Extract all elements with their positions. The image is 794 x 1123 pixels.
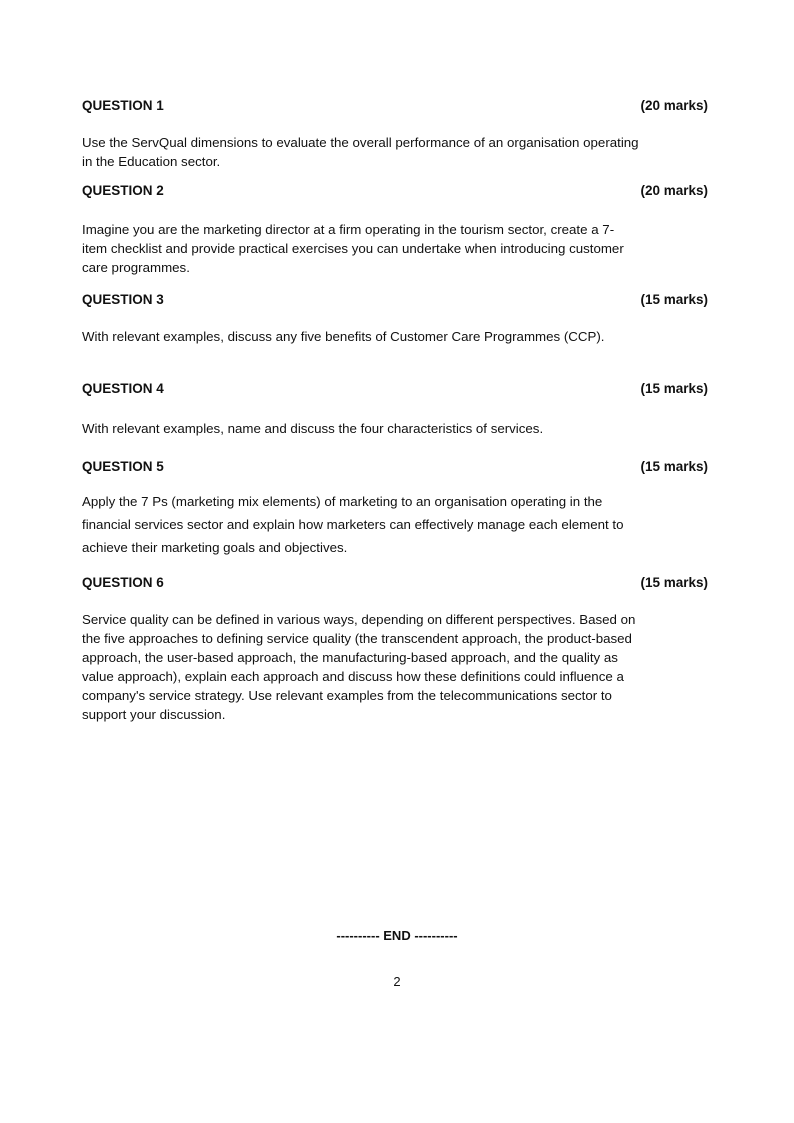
question-text: item checklist and provide practical exercises you can undertake when introducing customer	[82, 241, 624, 256]
question-marks: (15 marks)	[640, 459, 708, 474]
question-text: care programmes.	[82, 260, 190, 275]
question-marks: (15 marks)	[640, 381, 708, 396]
question-text: Apply the 7 Ps (marketing mix elements) of marketing to an organisation operating in the	[82, 494, 603, 509]
question-text: With relevant examples, name and discuss the four characteristics of services.	[82, 421, 544, 436]
question-title: QUESTION 2	[82, 183, 164, 198]
question-text: approach, the user-based approach, the manufacturing-based approach, and the quality as	[82, 650, 618, 665]
question-text: the five approaches to defining service quality (the transcendent approach, the product-based	[82, 631, 632, 646]
question-marks: (20 marks)	[640, 98, 708, 113]
question-title: QUESTION 5	[82, 459, 164, 474]
question-text: With relevant examples, discuss any five benefits of Customer Care Programmes (CCP).	[82, 329, 605, 344]
question-marks: (15 marks)	[640, 292, 708, 307]
question-title: QUESTION 6	[82, 575, 164, 590]
question-text: Imagine you are the marketing director at a firm operating in the tourism sector, create a 7-	[82, 222, 615, 237]
question-marks: (15 marks)	[640, 575, 708, 590]
question-text: Use the ServQual dimensions to evaluate the overall performance of an organisation operating	[82, 135, 639, 150]
question-text: value approach), explain each approach and discuss how these definitions could influence a	[82, 669, 624, 684]
question-title: QUESTION 1	[82, 98, 164, 113]
question-text: financial services sector and explain how marketers can effectively manage each element to	[82, 517, 624, 532]
question-text: company's service strategy. Use relevant examples from the telecommunications sector to	[82, 688, 612, 703]
page-number: 2	[393, 974, 401, 989]
question-text: support your discussion.	[82, 707, 226, 722]
question-text: achieve their marketing goals and objectives.	[82, 540, 348, 555]
question-marks: (20 marks)	[640, 183, 708, 198]
question-text: in the Education sector.	[82, 154, 221, 169]
question-title: QUESTION 3	[82, 292, 164, 307]
question-title: QUESTION 4	[82, 381, 164, 396]
end-marker: ---------- END ----------	[336, 928, 458, 943]
question-text: Service quality can be defined in various ways, depending on different perspectives. Based on	[82, 612, 636, 627]
